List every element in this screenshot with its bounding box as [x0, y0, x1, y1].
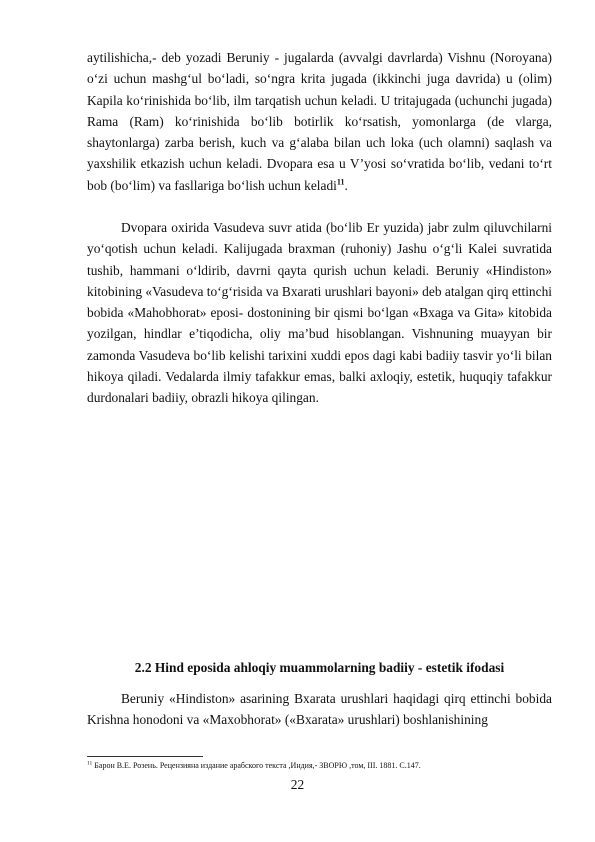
page-number: 22 [290, 777, 305, 792]
body-paragraph-2: Dvopara oxirida Vasudeva suvr atida (bo‘lib Er yuzida) jabr zulm qiluvchilarni yo‘qotish uchun keladi. Kalijugada braxman (ruhoniy) Jashu o‘g‘li Kalei suvratida tushib, hammani o‘ldirib, davrni qayta qurish uchun keladi. Beruniy «Hindiston» kitobining «Vasudeva to‘g‘risida va Bxarati urushlari bayoni» deb atalgan qirq ettinchi bobida «Mahobhorat» eposi- dostonining bir qismi bo‘lgan «Bxaga va Gita» kitobida yozilgan, hindlar e’tiqodicha, oliy ma’bud hisoblangan. Vishnuning muayyan bir zamonda Vasudeva bo‘lib kelishi tarixini xuddi epos dagi kabi badiiy tasvir yo‘li bilan hikoya qiladi. Vedalarda ilmiy tafakkur emas, balki axloqiy, estetik, huquqiy tafakkur durdonalari badiiy, obrazli hikoya qilingan. [87, 220, 552, 406]
footnote-reference-11[interactable]: 11 [336, 177, 345, 187]
paragraph-1-text: aytilishicha,- deb yozadi Beruniy - jugalarda (avvalgi davrlarda) Vishnu (Noroyana) o‘zi uchun mashg‘ul bo‘ladi, so‘ngra krita jugada (ikkinchi juga davrida) u (olim) Kapila ko‘rinishida bo‘lib, ilm tarqatish uchun keladi. U tritajugada (uchunchi jugada) Rama (Ram) ko‘rinishida bo‘lib botirlik ko‘rsatish, yomonlarga (de vlarga, shaytonlarga) zarba berish, kuch va g‘alaba bilan uch loka (uch olamni) saqlash va yaxshilik etkazish uchun keladi. Dvopara esa u V’yosi so‘vratida bo‘lib, vedani to‘rt bob (bo‘lim) va fasllariga bo‘lish uchun keladi [87, 50, 552, 193]
footnote [87, 761, 557, 771]
footnote-number: 11 [87, 760, 93, 767]
footnote-text: Барон В.Е. Розень. Рецензияна издание арабского текста ,Индия,- ЗВОРЮ ,том, III. 1881. С.147. [92, 761, 421, 770]
body-paragraph-1 [87, 47, 552, 196]
footnote-divider [87, 756, 203, 757]
section-paragraph-1: Beruniy «Hindiston» asarining Bxarata urushlari haqidagi qirq ettinchi bobida Krishna honodoni va «Maxobhorat» («Bxarata» urushlari) boshlanishining [87, 691, 552, 728]
section-heading: 2.2 Hind eposida ahloqiy muammolarning badiiy - estetik ifodasi [134, 660, 505, 675]
paragraph-1-end: . [344, 177, 348, 193]
